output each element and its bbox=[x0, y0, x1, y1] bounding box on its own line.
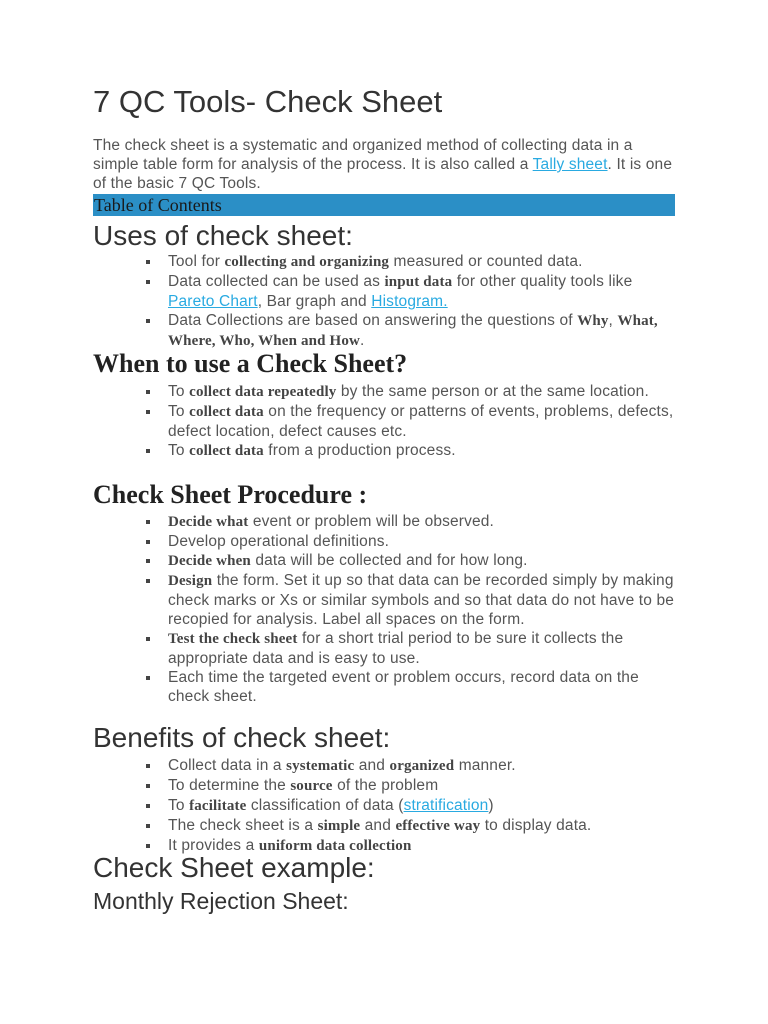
list-item bbox=[93, 756, 675, 776]
benefits-heading: Benefits of check sheet: bbox=[93, 722, 391, 753]
text-run: to display data. bbox=[480, 817, 592, 834]
text-run: Collect data in a bbox=[168, 757, 287, 774]
bold-phrase: input data bbox=[384, 274, 453, 290]
bold-phrase: Why bbox=[577, 313, 609, 329]
example-heading: Check Sheet example: bbox=[93, 852, 375, 883]
example-subheading: Monthly Rejection Sheet: bbox=[93, 888, 349, 914]
list-item bbox=[93, 776, 675, 796]
text-run: Data collected can be used as bbox=[168, 273, 385, 290]
inline-link[interactable]: stratification bbox=[403, 797, 489, 814]
inline-link[interactable]: Pareto Chart bbox=[168, 293, 258, 310]
text-run: for a short trial period to be sure it collects the appropriate data and is easy to use. bbox=[168, 630, 624, 667]
text-run: classification of data ( bbox=[246, 797, 404, 814]
text-run: the form. Set it up so that data can be recorded simply by making check marks or Xs or similar symbols and so that data do not have to be recopied for analysis. Label all spaces on the form. bbox=[168, 572, 675, 628]
intro-paragraph bbox=[93, 136, 678, 193]
text-run: and bbox=[360, 817, 396, 834]
text-run: for other quality tools like bbox=[452, 273, 633, 290]
list-item bbox=[93, 441, 675, 461]
text-run: from a production process. bbox=[263, 442, 456, 459]
list-item bbox=[93, 311, 675, 351]
text-run: data will be collected and for how long. bbox=[250, 552, 528, 569]
bold-phrase: organized bbox=[389, 758, 455, 774]
bold-phrase: Decide when bbox=[168, 553, 251, 569]
bold-phrase: Design bbox=[168, 573, 213, 589]
text-run: by the same person or at the same location. bbox=[336, 383, 649, 400]
text-run: event or problem will be observed. bbox=[248, 513, 495, 530]
bold-phrase: uniform data collection bbox=[258, 838, 412, 854]
when-list bbox=[93, 382, 675, 461]
list-item bbox=[93, 796, 675, 816]
text-run: To bbox=[168, 383, 190, 400]
text-run: Tool for bbox=[168, 253, 225, 270]
list-item bbox=[93, 571, 675, 629]
list-item bbox=[93, 629, 675, 668]
list-item bbox=[93, 532, 675, 551]
bold-phrase: What, Where, Who, When and How bbox=[168, 313, 658, 349]
bold-phrase: systematic bbox=[286, 758, 355, 774]
text-run: manner. bbox=[454, 757, 516, 774]
text-run: measured or counted data. bbox=[389, 253, 583, 270]
text-run: of the problem bbox=[332, 777, 439, 794]
text-run: and bbox=[354, 757, 390, 774]
text-run: Develop operational definitions. bbox=[168, 533, 390, 550]
list-item bbox=[93, 402, 675, 441]
list-item bbox=[93, 252, 675, 272]
text-run: ) bbox=[488, 797, 494, 814]
bold-phrase: collecting and organizing bbox=[224, 254, 390, 270]
text-run: To bbox=[168, 403, 190, 420]
bold-phrase: Decide what bbox=[168, 514, 249, 530]
intro-text-end: . It is one of the basic 7 QC Tools. bbox=[93, 156, 673, 192]
text-run: It provides a bbox=[168, 837, 259, 854]
text-run: To bbox=[168, 797, 190, 814]
uses-list bbox=[93, 252, 675, 351]
text-run: Data Collections are based on answering the questions of bbox=[168, 312, 578, 329]
text-run: To bbox=[168, 442, 190, 459]
procedure-list bbox=[93, 512, 675, 706]
list-item bbox=[93, 272, 675, 311]
bold-phrase: effective way bbox=[395, 818, 481, 834]
list-item bbox=[93, 551, 675, 571]
text-run: Each time the targeted event or problem occurs, record data on the check sheet. bbox=[168, 669, 639, 705]
bold-phrase: collect data repeatedly bbox=[189, 384, 337, 400]
text-run: , bbox=[608, 312, 618, 329]
uses-heading: Uses of check sheet: bbox=[93, 220, 353, 251]
benefits-list bbox=[93, 756, 675, 856]
list-item bbox=[93, 668, 675, 706]
text-run: . bbox=[359, 332, 365, 349]
procedure-heading: Check Sheet Procedure : bbox=[93, 480, 368, 509]
bold-phrase: Test the check sheet bbox=[168, 631, 298, 647]
bold-phrase: collect data bbox=[189, 443, 264, 459]
inline-link[interactable]: Histogram. bbox=[371, 293, 448, 310]
bold-phrase: facilitate bbox=[189, 798, 247, 814]
bold-phrase: collect data bbox=[189, 404, 264, 420]
when-heading: When to use a Check Sheet? bbox=[93, 349, 408, 378]
text-run: The check sheet is a bbox=[168, 817, 318, 834]
list-item bbox=[93, 382, 675, 402]
text-run: on the frequency or patterns of events, problems, defects, defect location, defect causes etc. bbox=[168, 403, 674, 440]
intro-text: The check sheet is a systematic and organized method of collecting data in a simple table form for analysis of the process. It is also called a bbox=[93, 137, 633, 173]
bold-phrase: simple bbox=[317, 818, 361, 834]
text-run: , Bar graph and bbox=[257, 293, 372, 310]
bold-phrase: source bbox=[290, 778, 333, 794]
table-of-contents-toggle[interactable]: Table of Contents bbox=[93, 194, 675, 216]
list-item bbox=[93, 816, 675, 836]
list-item bbox=[93, 512, 675, 532]
text-run: To determine the bbox=[168, 777, 291, 794]
page-title: 7 QC Tools- Check Sheet bbox=[93, 84, 443, 119]
tally-sheet-link[interactable]: Tally sheet bbox=[532, 156, 608, 173]
